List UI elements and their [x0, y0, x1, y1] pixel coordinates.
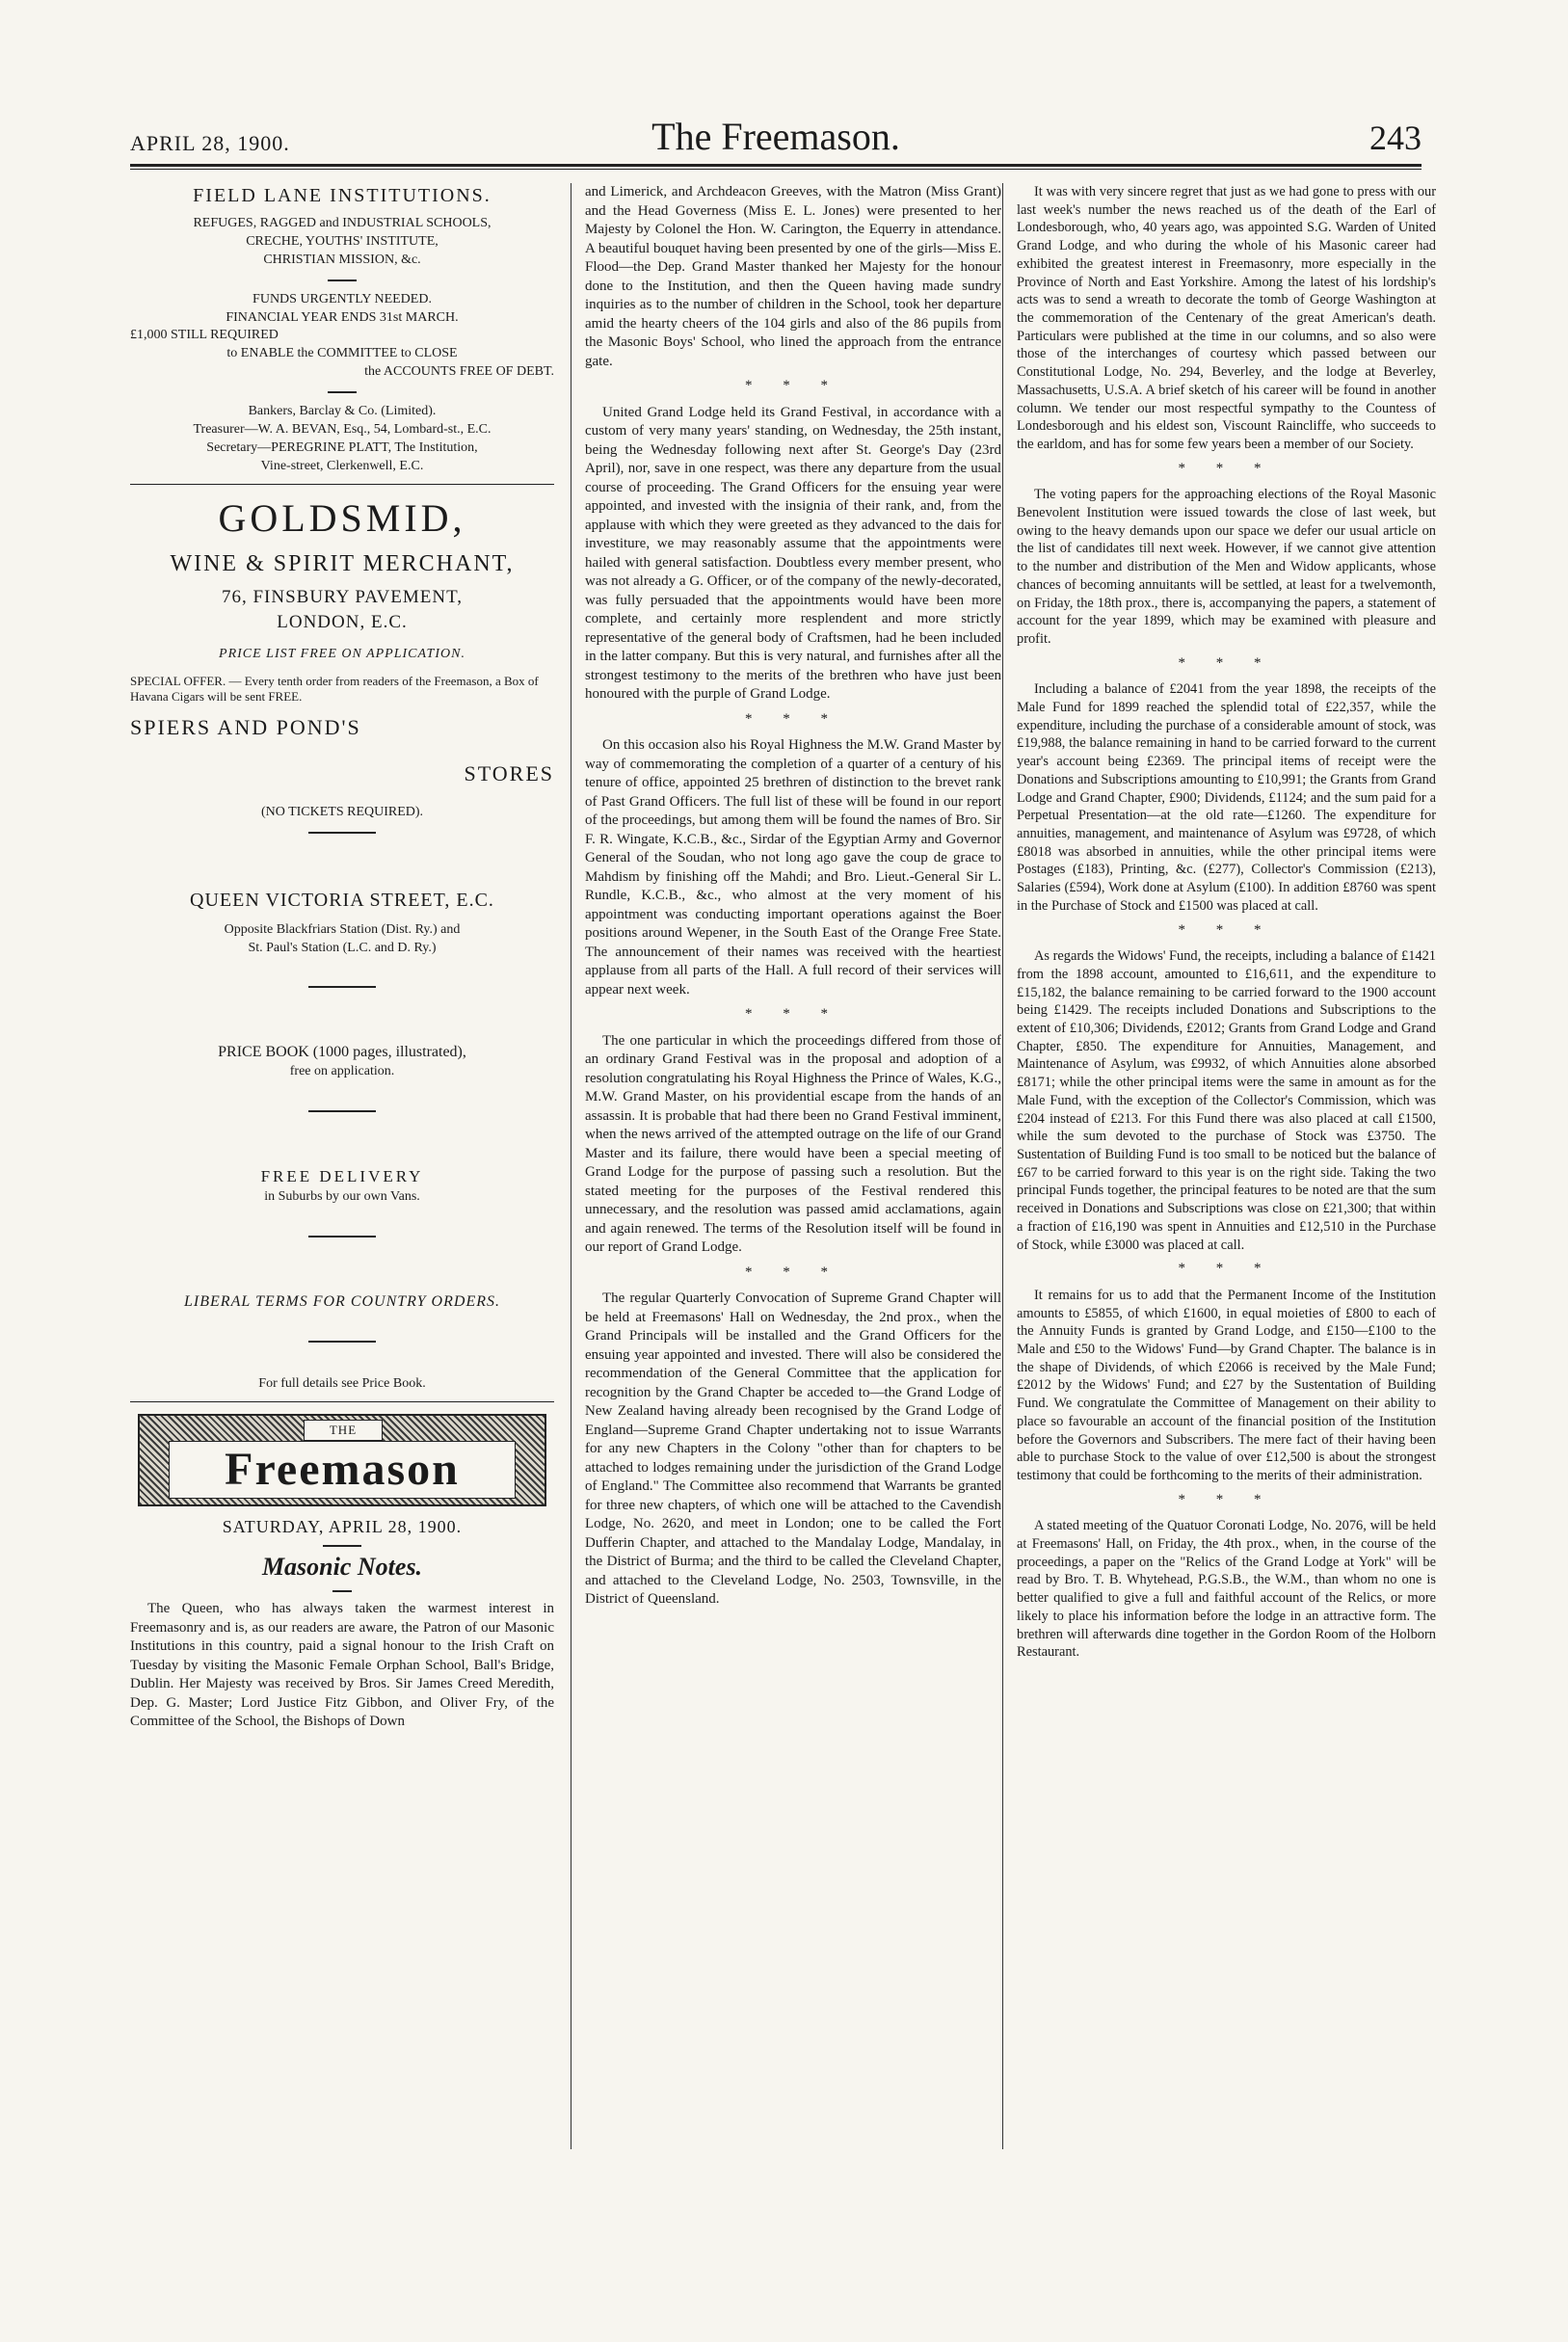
separator: * * *: [1178, 1261, 1275, 1277]
secretary-address: Vine-street, Clerkenwell, E.C.: [260, 458, 424, 473]
divider: [130, 1401, 554, 1402]
field-lane-line: CHRISTIAN MISSION, &c.: [263, 252, 421, 267]
field-lane-line: REFUGES, RAGGED and INDUSTRIAL SCHOOLS,: [193, 216, 492, 230]
appeal-line: £1,000 STILL REQUIRED: [130, 328, 279, 343]
opposite: Opposite Blackfriars Station (Dist. Ry.) and: [224, 921, 461, 937]
article-paragraph: A stated meeting of the Quatuor Coronati Lodge, No. 2076, will be held at Freemasons' Hall, on Friday, the 4th prox., when, in the course of the proceedings, a paper on the "Relics of the Grand Lodge at York" will be read by Bro. T. B. Whytehead, P.G.S.B., the W.M., than whom no one is better qualified to give a full and faithful account of the Relics, or more likely to place his information before the lodge in an attractive form. The brethren will afterwards dine together in the Gordon Room of the Holborn Restaurant.: [1017, 1518, 1436, 1661]
bankers: Bankers, Barclay & Co. (Limited).: [248, 404, 437, 419]
goldsmid-city: LONDON, E.C.: [277, 611, 408, 632]
treasurer: Treasurer—W. A. BEVAN, Esq., 54, Lombard-st., E.C.: [193, 422, 492, 438]
goldsmid-advert: [130, 492, 554, 705]
field-lane-advert: [130, 183, 554, 476]
section-heading: Masonic Notes.: [261, 1552, 423, 1581]
divider: [328, 279, 357, 281]
appeal-line: the ACCOUNTS FREE OF DEBT.: [364, 364, 554, 380]
issue-date-line: SATURDAY, APRIL 28, 1900.: [222, 1517, 463, 1537]
freemason-masthead: [138, 1414, 546, 1506]
article-paragraph: The one particular in which the proceedings differed from those of an ordinary Grand Festival was in the proposal and adoption of a resolution congratulating his Royal Highness the Prince of Wales, K.G., M.W. Grand Master, on his providential escape from the hands of an assassin. It is probable that had there been no Grand Festival imminent, when the news arrived of the attempted outrage on the life of our Grand Master and its failure, there would have been a special meeting of Grand Lodge for the purpose of passing such a resolution. But the stated meeting for the purposes of the Festival rendered this unnecessary, and the resolution was passed amid acclamations, again and again renewed. The terms of the Resolution itself will be found in our report of Grand Lodge.: [585, 1032, 1001, 1255]
goldsmid-name: GOLDSMID,: [218, 495, 466, 540]
divider: [308, 1341, 376, 1343]
page-header: [130, 114, 1422, 162]
separator: * * *: [745, 378, 841, 393]
appeal-line: to ENABLE the COMMITTEE to CLOSE: [226, 346, 458, 361]
masthead-banner: THE: [304, 1420, 383, 1441]
goldsmid-address: 76, FINSBURY PAVEMENT,: [221, 587, 464, 608]
funds-needed: FUNDS URGENTLY NEEDED.: [252, 291, 432, 306]
separator: * * *: [745, 710, 841, 727]
free-on-application: free on application.: [289, 1064, 395, 1079]
article-paragraph: The Queen, who has always taken the warmest interest in Freemasonry and is, as our readers are aware, the Patron of our Masonic Institutions in this country, paid a signal honour to the Irish Craft on Tuesday by visiting the Masonic Female Orphan School, Ball's Bridge, Dublin. Her Majesty was received by Bros. Sir James Creed Meredith, Dep. G. Master; Lord Justice Fitz Gibbon, and Oliver Fry, of the Committee of the School, the Bishops of Down: [130, 1601, 554, 1730]
spiers-stores: STORES: [464, 761, 554, 786]
suburbs: in Suburbs by our own Vans.: [264, 1188, 420, 1204]
article-paragraph: As regards the Widows' Fund, the receipts, including a balance of £1421 from the 1898 account, amounted to £16,611, and the expenditure to £15,182, the balance remaining to be carried forward to the 1900 account being £1429. The receipts included Donations and Subscriptions to the extent of £10,306; Dividends, £2012; Grants from Grand Lodge and Grand Chapter, £850. The expenditure for Annuities, Management, and Maintenance of Asylum, was £9932, of which Annuities alone absorbed £8171; while the other principal items were the same in amount as for the Male Fund, with the exception of the Collector's Commission, which was £204 instead of £213. For this Fund there was also placed at call £1500, while the sum devoted to the purchase of Stock was £3750. The Sustentation of Building Fund is too small to be noticed but the balance of £67 to be carried forward to this year is on the right side. Taking the two principal Funds together, the principal features to be noted are that the sum received in Donations and Subscriptions was close on £21,300; that within a fraction of £16,190 was spent in Annuities and £12,510 in the Purchase of Stock, while £3000 was placed at call.: [1017, 948, 1436, 1253]
separator: * * *: [1178, 460, 1275, 476]
separator: * * *: [1178, 1491, 1275, 1507]
financial-year: FINANCIAL YEAR ENDS 31st MARCH.: [226, 309, 459, 325]
special-offer: SPECIAL OFFER. — Every tenth order from readers of the Freemason, a Box of Havana Cigars will be sent FREE.: [130, 674, 539, 704]
field-lane-line: CRECHE, YOUTHS' INSTITUTE,: [246, 233, 439, 249]
header-rule: [130, 164, 1422, 167]
article-paragraph: The regular Quarterly Convocation of Supreme Grand Chapter will be held at Freemasons' Hall on Wednesday, the 2nd prox., when the Grand Principals will be installed and the Grand Officers for the ensuing year appointed and invested. There will also be considered the recommendation of the General Committee that the application for recognition by the Grand Chapter be acceded to—the Grand Lodge of New Zealand having already been recognised by the Grand Lodge of England—Supreme Grand Chapter undertaking not to issue Warrants for any new Chapters in the Colony "other than for chapters to be attached to lodges remaining under the jurisdiction of the Grand Lodge of England." The Committee also recommend that Warrants be granted for three new chapters, of which one will be attached to the Cavendish Lodge, No. 2620, and meet in London; one to be called the Fort Dufferin Chapter, and attached to the Mandalay Lodge, Mandalay, in the District of Burma; and the third to be called the Cleveland Chapter, and attached to the Cleveland Lodge, No. 2503, Townsville, in the District of Queensland.: [585, 1291, 1001, 1607]
article-paragraph: United Grand Lodge held its Grand Festival, in accordance with a custom of very many years' standing, on Wednesday, the 25th instant, being the Wednesday following next after St. George's Day (23rd April), nor, save in one respect, was there any departure from the usual course of proceeding. The Grand Officers for the ensuing year were appointed, and invested with the insignia of their rank, and, from the applause with which they were greeted as they advanced to the dais for investiture, we may reasonably assume that the appointments were hailed with general satisfaction. Doubtless every member present, who was not already a G. Officer, or of the company of the newly-decorated, was fully persuaded that the appointments would have been more complete, and certainly more resplendent and more strictly representative of the general body of Craftsmen, had he been included in the latter company. But this is very natural, and furnishes after all the strongest testimony to the merits of the brethren who have just been honoured with the purple of Grand Lodge.: [585, 404, 1001, 702]
divider: [130, 484, 554, 485]
spiers-pond-advert: [130, 713, 554, 1394]
newspaper-title: The Freemason.: [651, 115, 900, 158]
separator: * * *: [745, 1006, 841, 1022]
article-paragraph: Including a balance of £2041 from the year 1898, the receipts of the Male Fund for 1899 reached the splendid total of £22,357, while the expenditure, including the purchase of a considerable amount of stock, was £19,988, the balance remaining in hand to be carried forward to the current year's account being £2369. The principal items of receipt were the Donations and Subscriptions amounting to £10,991; the Grants from Grand Lodge and Grand Chapter, £900; Dividends, £1124; and the sum paid for a Perpetual Presentation—at the old rate—£1260. The expenditure for annuities, management, and maintenance of Asylum was £9728, of which £8018 was absorbed in annuities, while the other principal items were Postages (£183), Printing, &c. (£277), Collector's Commission (£213), Salaries (£594), Work done at Asylum (£100). In addition £8760 was spent in the Purchase of Stock and £1500 was placed at call.: [1017, 681, 1436, 914]
price-list: PRICE LIST FREE ON APPLICATION.: [219, 647, 465, 662]
secretary: Secretary—PEREGRINE PLATT, The Institution,: [206, 439, 478, 455]
header-rule-thin: [130, 169, 1422, 170]
goldsmid-trade: WINE & SPIRIT MERCHANT,: [170, 550, 515, 576]
article-paragraph: The voting papers for the approaching elections of the Royal Masonic Benevolent Institution were issued towards the close of last week, but owing to the heavy demands upon our space we defer our usual article on the list of candidates till next week. However, if we cannot give attention to the number and distribution of the Men and Widow applicants, whose chances of becoming annuitants will be settled, at least for a twelvemonth, on Friday, the 18th prox., there is, accompanying the papers, a statement of account for the year 1899, which may be examined with pleasure and profit.: [1017, 487, 1436, 648]
divider: [308, 986, 376, 988]
article-paragraph: It was with very sincere regret that just as we had gone to press with our last week's number the news reached us of the death of the Earl of Londesborough, who, 40 years ago, was appointed S.G. Warden of United Grand Lodge, and who during the whole of his Masonic career had exhibited the greatest interest in Freemasonry, more especially in the Province of North and East Yorkshire. Among the latest of his lordship's acts was to send a wreath to decorate the tomb of George Washington at the commemoration of the Centenary of the great American's death. Particulars were published at the time in our columns, and so also were those of the interchanges of courtesy which passed between our Constitutional Lodge, No. 294, Beverley, and the lodge at Beverley, Massachusetts, U.S.A. A brief sketch of his career will be found in another column. We tender our most respectful sympathy to the Countess of Londesborough and his eldest son, Viscount Raincliffe, who succeeds to the earldom, and has for some few years been a member of our Society.: [1017, 184, 1436, 453]
no-tickets: (NO TICKETS REQUIRED).: [260, 804, 424, 819]
separator: * * *: [745, 1264, 841, 1280]
spiers-name: SPIERS AND POND'S: [130, 715, 361, 740]
divider: [308, 1236, 376, 1238]
article-paragraph: On this occasion also his Royal Highness the M.W. Grand Master by way of commemorating the completion of a quarter of a century of his tenure of office, appointed 25 brethren of distinction to the brevet rank of Past Grand Officers. The full list of these will be found in our report of the proceedings, but among them will be found the names of Bro. Sir F. R. Wingate, K.C.B., &c., Sirdar of the Egyptian Army and Governor General of the Soudan, who not long ago gave the coup de grace to Mahdism by finishing off the Mahdi; and Bro. Lieut.-General Sir L. Rundle, K.C.B., &c., who almost at the very moment of his appointment was conducting important operations against the Boer positions around Wepener, in the South East of the Orange Free State. The announcement of their names was received with the heartiest applause from all parts of the Hall. A full record of their services will appear next week.: [585, 737, 1001, 998]
column-3: [1002, 183, 1436, 2149]
street: QUEEN VICTORIA STREET, E.C.: [190, 889, 494, 911]
full-details: For full details see Price Book.: [258, 1376, 426, 1392]
price-book: PRICE BOOK (1000 pages, illustrated),: [218, 1044, 466, 1061]
divider: [328, 391, 357, 393]
separator: * * *: [1178, 921, 1275, 938]
divider: [308, 1110, 376, 1112]
column-1: [130, 183, 554, 2149]
article-paragraph: It remains for us to add that the Permanent Income of the Institution amounts to £5855, of which £1600, in equal moieties of £800 to each of the Annuity Funds is granted by Grand Lodge, and £150—£100 to the Male and £50 to the Widows' Fund—by Grand Chapter. The balance is in the shape of Dividends, of which £2066 is received by the Male Fund; £2012 by the Widows' Fund; and £27 by the Sustentation of Building Fund. We congratulate the Committee of Management on their ability to place so favourable an account of the financial position of the Institution before the Governors and Subscribers. The mere fact of their having been able to purchase Stock to the value of over £12,500 is about the strongest testimony that could be forthcoming to the merits of their administration.: [1017, 1287, 1436, 1483]
divider: [308, 832, 376, 834]
liberal-terms: LIBERAL TERMS FOR COUNTRY ORDERS.: [184, 1292, 500, 1310]
column-2: [571, 183, 1001, 2149]
free-delivery: FREE DELIVERY: [260, 1166, 424, 1185]
masthead-word: Freemason: [169, 1441, 516, 1499]
separator: * * *: [1178, 654, 1275, 671]
field-lane-title: FIELD LANE INSTITUTIONS.: [193, 185, 492, 206]
issue-date: APRIL 28, 1900.: [130, 131, 290, 155]
divider: [323, 1545, 361, 1547]
station: St. Paul's Station (L.C. and D. Ry.): [248, 940, 437, 955]
article-paragraph: and Limerick, and Archdeacon Greeves, with the Matron (Miss Grant) and the Head Governess (Miss E. L. Jones) were presented to her Majesty by Colonel the Hon. W. Carington, the Equerry in attendance. A beautiful bouquet having been presented by one of the girls—Miss E. Flood—the Dep. Grand Master thanked her Majesty for the honour done to the Institution, and then the Queen having made sundry inquiries as to the number of children in the School, took her departure amid the hearty cheers of the 104 girls and also of the 86 pupils from the Masonic Boys' School, who lined the approach from the entrance gate.: [585, 184, 1001, 369]
divider: [332, 1590, 352, 1592]
page-number: 243: [1369, 119, 1422, 157]
